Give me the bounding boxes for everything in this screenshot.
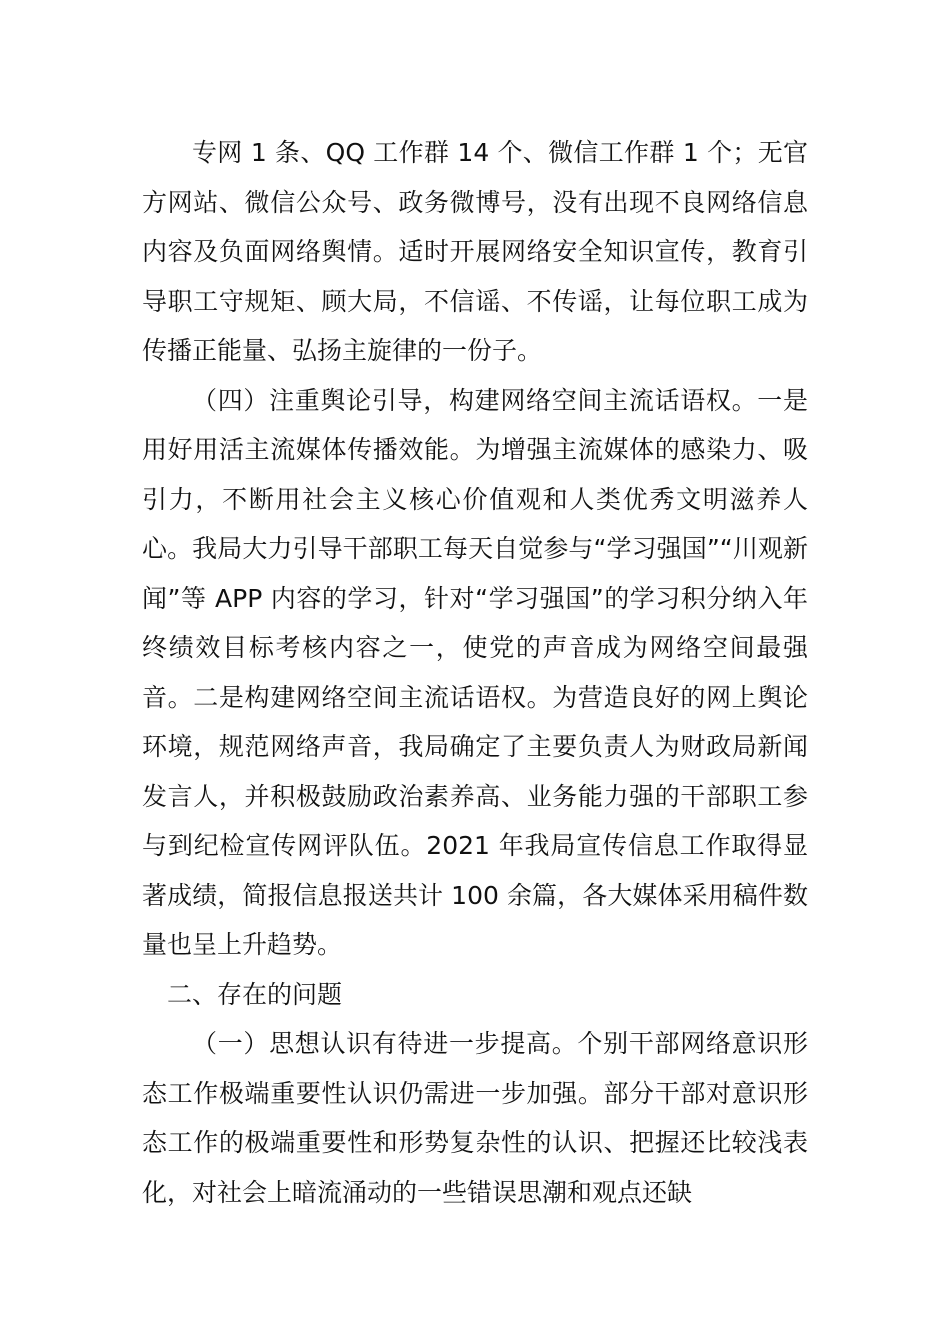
- paragraph-public-opinion: （四）注重舆论引导，构建网络空间主流话语权。一是用好用活主流媒体传播效能。为增强主流媒体的感染力、吸引力，不断用社会主义核心价值观和人类优秀文明滋养人心。我局大力引导干部职工每天自觉参与“学习强国”“川观新闻”等 APP 内容的学习，针对“学习强国”的学习积分纳入年终绩效目标考核内容之一，使党的声音成为网络空间最强音。二是构建网络空间主流话语权。为营造良好的网上舆论环境，规范网络声音，我局确定了主要负责人为财政局新闻发言人，并积极鼓励政治素养高、业务能力强的干部职工参与到纪检宣传网评队伍。2021 年我局宣传信息工作取得显著成绩，简报信息报送共计 100 余篇，各大媒体采用稿件数量也呈上升趋势。: [142, 385, 808, 959]
- section-heading-problems: 二、存在的问题: [167, 979, 343, 1009]
- paragraph-ideological-awareness: （一）思想认识有待进一步提高。个别干部网络意识形态工作极端重要性认识仍需进一步加强。部分干部对意识形态工作的极端重要性和形势复杂性的认识、把握还比较浅表化，对社会上暗流涌动的一些错误思潮和观点还缺: [142, 1029, 808, 1207]
- document-body: [142, 128, 808, 1217]
- paragraph-network-info: 专网 1 条、QQ 工作群 14 个、微信工作群 1 个；无官方网站、微信公众号、政务微博号，没有出现不良网络信息内容及负面网络舆情。适时开展网络安全知识宣传，教育引导职工守规矩、顾大局，不信谣、不传谣，让每位职工成为传播正能量、弘扬主旋律的一份子。: [142, 138, 808, 365]
